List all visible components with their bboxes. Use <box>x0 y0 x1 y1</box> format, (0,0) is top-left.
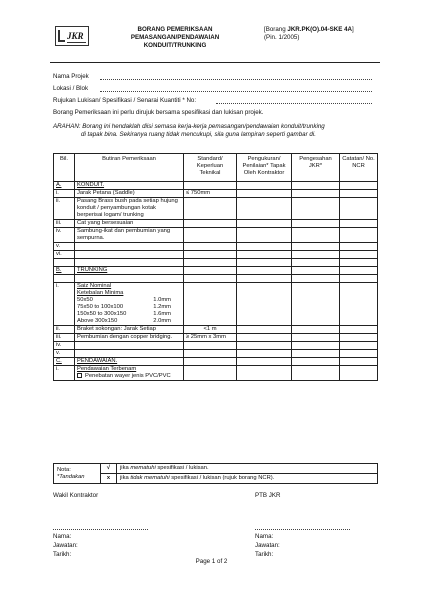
arahan-line-1: ARAHAN: Borang ini hendaklah diisi semasa kerja-kerja pemasangan/pendawaian konduit/trunking <box>53 123 325 130</box>
jkr-logo <box>55 26 89 46</box>
spacer-row <box>54 259 378 267</box>
form-reference <box>264 26 354 42</box>
field-nama-projek-label: Nama Projek <box>53 73 89 80</box>
row-text[interactable] <box>75 243 184 251</box>
section-b-title: TRUNKING <box>75 267 184 275</box>
cell-pengesahan[interactable] <box>292 334 340 342</box>
cross-icon: x <box>101 474 117 484</box>
logo-text: JKR <box>67 31 84 41</box>
field-rujukan-line[interactable] <box>216 103 372 104</box>
size-row: 150x50 to 300x150 1.6mm <box>77 311 171 317</box>
cell-pengukuran[interactable] <box>237 220 292 228</box>
row-text: Pembumian dengan copper bridging. <box>75 334 184 342</box>
ref-code: JKR.PK(O).04-SKE 4A <box>287 26 353 33</box>
header-pengukuran: Pengukuran/ Penilaian* Tapak Oleh Kontraktor <box>237 154 292 182</box>
note-label: Nota: *Tandakan <box>54 464 101 484</box>
cell-catatan[interactable] <box>340 283 378 326</box>
arahan-line-2: di tapak bina. Sekiranya ruang tidak mencukupi, sila guna lampiran seperti gambar di. <box>81 131 316 138</box>
cell-pengukuran[interactable] <box>237 366 292 381</box>
section-a-letter: A. <box>54 182 75 190</box>
section-c-title: PENDAWAIAN. <box>75 358 184 366</box>
row-text: Cat yang bersesuaian <box>75 220 184 228</box>
note-text-1: jika mematuhi spesifikasi / lukisan. <box>117 464 378 474</box>
row-std <box>184 198 237 220</box>
cell-pengesahan[interactable] <box>292 220 340 228</box>
row-no: ii. <box>54 326 75 334</box>
cell-pengukuran[interactable] <box>237 334 292 342</box>
row-no: vi. <box>54 251 75 259</box>
size-row: 50x50 1.0mm <box>77 297 171 303</box>
cell-pengukuran[interactable] <box>237 190 292 198</box>
cell-catatan[interactable] <box>340 198 378 220</box>
row-no: iv. <box>54 228 75 243</box>
row-no: iii. <box>54 334 75 342</box>
table-row <box>54 198 378 220</box>
trunking-size-spec <box>75 283 184 326</box>
field-rujukan-label: Rujukan Lukisan/ Spesifikasi / Senarai Kuantiti * No: <box>53 97 197 104</box>
row-text: Jarak Petana (Saddle) <box>75 190 184 198</box>
note-table <box>53 463 378 484</box>
section-c-letter: C. <box>54 358 75 366</box>
cell-pengukuran[interactable] <box>237 228 292 243</box>
ketebalan-label: Ketebalan Minima <box>77 290 124 296</box>
wakil-kontraktor-title: Wakil Kontraktor <box>53 492 99 499</box>
note-row <box>54 474 378 484</box>
table-row <box>54 342 378 350</box>
note-row <box>54 464 378 474</box>
row-std: ≥ 25mm x 3mm <box>184 334 237 342</box>
cell-catatan[interactable] <box>340 220 378 228</box>
instruction-line: Borang Pemeriksaan ini perlu dirujuk bersama spesifikasi dan lukisan projek. <box>53 109 264 116</box>
row-text: Sambung-ikat dan pembumian yang sempurna. <box>75 228 184 243</box>
cell-pengukuran[interactable] <box>237 326 292 334</box>
ref-suffix: ] <box>352 26 354 33</box>
ref-pin: (Pin. 1/2005) <box>264 34 300 41</box>
header-standard: Standard/ Keperluan Teknikal <box>184 154 237 182</box>
table-row <box>54 366 378 381</box>
checkbox[interactable] <box>77 373 82 378</box>
arahan-text <box>53 123 383 139</box>
row-no: i. <box>54 366 75 381</box>
spacer-row <box>54 275 378 283</box>
cell-catatan[interactable] <box>340 326 378 334</box>
row-no: i. <box>54 283 75 326</box>
header-pengesahan: Pengesahan JKR* <box>292 154 340 182</box>
cell-pengukuran[interactable] <box>237 198 292 220</box>
size-row: 75x50 to 100x100 1.2mm <box>77 304 171 310</box>
left-signature-line[interactable] <box>53 529 148 530</box>
cell-catatan[interactable] <box>340 228 378 243</box>
pendawaian-item <box>75 366 184 381</box>
pendawaian-check-label: Penebatan wayer jenis PVC/PVC <box>85 373 171 379</box>
row-std: <1 m <box>184 326 237 334</box>
table-row <box>54 283 378 326</box>
cell-pengukuran[interactable] <box>237 283 292 326</box>
ref-prefix: [Borang <box>264 26 288 33</box>
cell-pengesahan[interactable] <box>292 283 340 326</box>
right-signature-block: Nama: Jawatan: Tarikh: <box>255 533 280 558</box>
row-std: ≤ 750mm <box>184 190 237 198</box>
row-text: Pasang Brass bush pada setiap hujung konduit / penyambungan kotak berperisai logam/ trunking <box>75 198 184 220</box>
cell-pengesahan[interactable] <box>292 228 340 243</box>
saiz-nominal-label: Saiz Nominal <box>77 283 112 289</box>
row-text: Braket sokongan: Jarak Setiap <box>75 326 184 334</box>
header-catatan: Catatan/ No. NCR <box>340 154 378 182</box>
field-lokasi-line[interactable] <box>100 91 372 92</box>
row-no: iv. <box>54 342 75 350</box>
field-lokasi-label: Lokasi / Blok <box>53 85 89 92</box>
header-bil: Bil. <box>54 154 75 182</box>
table-row <box>54 334 378 342</box>
cell-catatan[interactable] <box>340 334 378 342</box>
header-butiran: Butiran Pemeriksaan <box>75 154 184 182</box>
title-line-1: BORANG PEMERIKSAAN <box>137 26 213 33</box>
table-row <box>54 350 378 358</box>
left-signature-block: Nama: Jawatan: Tarikh: <box>53 533 78 558</box>
field-nama-projek-line[interactable] <box>100 79 372 80</box>
row-std <box>184 220 237 228</box>
row-std <box>184 228 237 243</box>
table-row <box>54 243 378 251</box>
cell-catatan[interactable] <box>340 190 378 198</box>
logo-underline <box>67 42 86 43</box>
page-number: Page 1 of 2 <box>195 558 228 565</box>
table-row <box>54 190 378 198</box>
title-line-3: KONDUIT/TRUNKING <box>143 42 207 49</box>
table-row <box>54 326 378 334</box>
section-c-row <box>54 358 378 366</box>
section-a-row <box>54 182 378 190</box>
logo-mark-icon <box>58 30 65 42</box>
cell-catatan[interactable] <box>340 366 378 381</box>
form-title <box>120 26 230 50</box>
cell-pengesahan[interactable] <box>292 198 340 220</box>
section-a-title: KONDUIT. <box>75 182 184 190</box>
row-no: v. <box>54 243 75 251</box>
row-no: iii. <box>54 220 75 228</box>
section-b-letter: B. <box>54 267 75 275</box>
row-text[interactable] <box>75 251 184 259</box>
tick-icon: √ <box>101 464 117 474</box>
size-row: Above 300x150 2.0mm <box>77 318 171 324</box>
section-b-row <box>54 267 378 275</box>
row-no: v. <box>54 350 75 358</box>
note-text-2: jika tidak mematuhi spesifikasi / lukisan (rujuk borang NCR). <box>117 474 378 484</box>
table-header-row <box>54 154 378 182</box>
title-line-2: PEMASANGAN/PENDAWAIAN <box>130 34 220 41</box>
row-no: i. <box>54 190 75 198</box>
ptb-jkr-title: PTB JKR <box>255 492 281 499</box>
row-no: ii. <box>54 198 75 220</box>
cell-pengesahan[interactable] <box>292 190 340 198</box>
right-signature-line[interactable] <box>255 529 350 530</box>
inspection-table <box>53 153 378 381</box>
table-row <box>54 228 378 243</box>
cell-pengesahan[interactable] <box>292 366 340 381</box>
cell-pengesahan[interactable] <box>292 326 340 334</box>
pendawaian-sub: Pendawaian Terbenam <box>77 366 137 372</box>
header-rule <box>50 62 380 63</box>
table-row <box>54 251 378 259</box>
table-row <box>54 220 378 228</box>
